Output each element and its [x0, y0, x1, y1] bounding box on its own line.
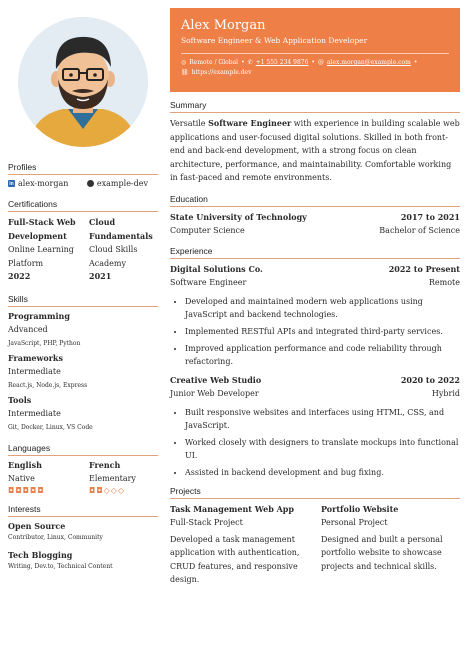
skill-level: Intermediate: [8, 366, 61, 376]
experience-location: Hybrid: [431, 389, 460, 398]
experience-position: Software Engineer: [170, 278, 247, 287]
skill-item: [8, 395, 158, 431]
section-heading: Summary: [170, 100, 460, 113]
experience-item: [170, 374, 460, 479]
education-degree: Bachelor of Science: [379, 226, 460, 235]
skill-name: Programming: [8, 310, 70, 321]
email-icon: @: [317, 59, 324, 66]
main-content: [170, 8, 460, 587]
bullet-item: • Assisted in backend development and bug fixing.: [185, 466, 460, 479]
separator-dot: •: [311, 59, 315, 66]
skill-level: Intermediate: [8, 408, 61, 418]
interest-name: Open Source: [8, 520, 66, 531]
section-heading: Projects: [170, 486, 460, 499]
section-heading: Languages: [8, 443, 158, 456]
project-type: Full-Stack Project: [170, 518, 243, 527]
language-item: [8, 460, 89, 495]
project-name: Portfolio Website: [321, 503, 399, 514]
separator-dot: •: [241, 59, 245, 66]
project-item: [170, 503, 321, 587]
avatar: [18, 17, 148, 147]
project-type: Personal Project: [321, 518, 388, 527]
language-item: [89, 460, 158, 495]
education-section: [170, 194, 460, 238]
phone-link[interactable]: +1 555 234 9876: [255, 59, 309, 66]
experience-location: Remote: [428, 278, 460, 287]
summary-section: [170, 100, 460, 185]
email-link[interactable]: alex.morgan@example.com: [326, 59, 411, 66]
skills-section: [8, 294, 158, 431]
profile-username: example-dev: [96, 179, 148, 188]
interest-name: Tech Blogging: [8, 549, 73, 560]
experience-item: [170, 263, 460, 368]
skill-keywords: JavaScript, PHP, Python: [8, 339, 81, 347]
skill-name: Frameworks: [8, 352, 63, 363]
section-heading: Interests: [8, 504, 158, 517]
github-profile-link[interactable]: [87, 179, 148, 188]
languages-section: [8, 443, 158, 495]
interest-item: [8, 521, 158, 541]
interest-keywords: Writing, Dev.to, Technical Content: [8, 562, 113, 570]
summary-text: Versatile Software Engineer with experience in building scalable web applications and user-focused digital solutions. Skilled in both front-end and back-end development, with a strong focus on clean architecture, performance, and maintainability. Comfortable working in fast-paced and remote environments.: [170, 118, 460, 182]
skill-keywords: Git, Docker, Linux, VS Code: [8, 423, 93, 431]
interest-keywords: Contributor, Linux, Community: [8, 533, 103, 541]
bullet-item: • Improved application performance and code reliability through refactoring.: [185, 342, 460, 368]
interest-item: [8, 550, 158, 570]
separator-dot: •: [413, 59, 418, 66]
website-link[interactable]: https://example.dev: [191, 69, 252, 76]
linkedin-icon: in: [9, 180, 14, 187]
phone-icon: ✆: [247, 59, 253, 66]
projects-section: [170, 486, 460, 587]
bullet-item: • Worked closely with designers to translate mockups into functional UI.: [185, 436, 460, 462]
project-description: Developed a task management application with authentication, CRUD features, and responsive design.: [170, 534, 300, 584]
sidebar: [8, 8, 158, 570]
language-level: Native: [8, 473, 35, 483]
experience-bullets: [185, 295, 460, 368]
language-rating: ◘◘◘◘◘: [8, 485, 45, 495]
experience-company: Digital Solutions Co.: [170, 263, 263, 274]
link-icon: ⛓: [181, 69, 189, 76]
location-text: Remote / Global: [189, 59, 239, 66]
section-heading: Profiles: [8, 162, 158, 175]
skill-level: Advanced: [8, 324, 48, 334]
location-icon: ◎: [181, 59, 187, 66]
education-institution: State University of Technology: [170, 211, 307, 222]
experience-company: Creative Web Studio: [170, 374, 262, 385]
certification-date: 2021: [89, 271, 112, 281]
bullet-item: • Built responsive websites and interfaces using HTML, CSS, and JavaScript.: [185, 406, 460, 432]
certification-issuer: Online Learning Platform: [8, 245, 74, 268]
profile-username: alex-morgan: [18, 179, 69, 188]
skill-name: Tools: [8, 394, 32, 405]
section-heading: Experience: [170, 246, 460, 259]
skill-item: [8, 353, 158, 389]
project-item: [321, 503, 460, 587]
bullet-item: • Developed and maintained modern web applications using JavaScript and backend technologies.: [185, 295, 460, 321]
skill-item: [8, 311, 158, 347]
profiles-section: [8, 162, 158, 188]
certification-issuer: Cloud Skills Academy: [89, 245, 138, 268]
project-name: Task Management Web App: [170, 503, 294, 514]
candidate-headline: Software Engineer & Web Application Developer: [181, 36, 368, 45]
skill-keywords: React.js, Node.js, Express: [8, 381, 88, 389]
certification-date: 2022: [8, 271, 31, 281]
education-dates: 2017 to 2021: [400, 211, 460, 222]
education-area: Computer Science: [170, 226, 245, 235]
certification-title: Full-Stack Web Development: [8, 217, 76, 241]
certifications-section: [8, 199, 158, 284]
certification-title: Cloud Fundamentals: [89, 217, 153, 241]
experience-dates: 2022 to Present: [388, 263, 460, 274]
bullet-item: • Implemented RESTful APIs and integrated third-party services.: [185, 325, 460, 338]
section-heading: Certifications: [8, 199, 158, 212]
avatar-illustration: [18, 17, 148, 147]
certification-item: [8, 216, 89, 284]
contact-row: [181, 68, 449, 78]
contact-row: [181, 58, 449, 68]
language-name: English: [8, 459, 42, 470]
candidate-name: Alex Morgan: [181, 18, 266, 33]
header-divider: [181, 53, 449, 54]
experience-dates: 2020 to 2022: [400, 374, 460, 385]
github-icon: [87, 180, 94, 187]
interests-section: [8, 504, 158, 570]
project-description: Designed and built a personal portfolio website to showcase projects and technical skills.: [321, 534, 443, 571]
language-rating: ◘◘◇◇◇: [89, 485, 126, 495]
header-banner: [170, 8, 460, 92]
linkedin-profile-link[interactable]: [8, 179, 68, 188]
experience-section: [170, 246, 460, 479]
experience-position: Junior Web Developer: [170, 389, 259, 398]
section-heading: Education: [170, 194, 460, 207]
language-name: French: [89, 459, 121, 470]
certification-item: [89, 216, 158, 284]
experience-bullets: [185, 406, 460, 479]
language-level: Elementary: [89, 473, 136, 483]
section-heading: Skills: [8, 294, 158, 307]
